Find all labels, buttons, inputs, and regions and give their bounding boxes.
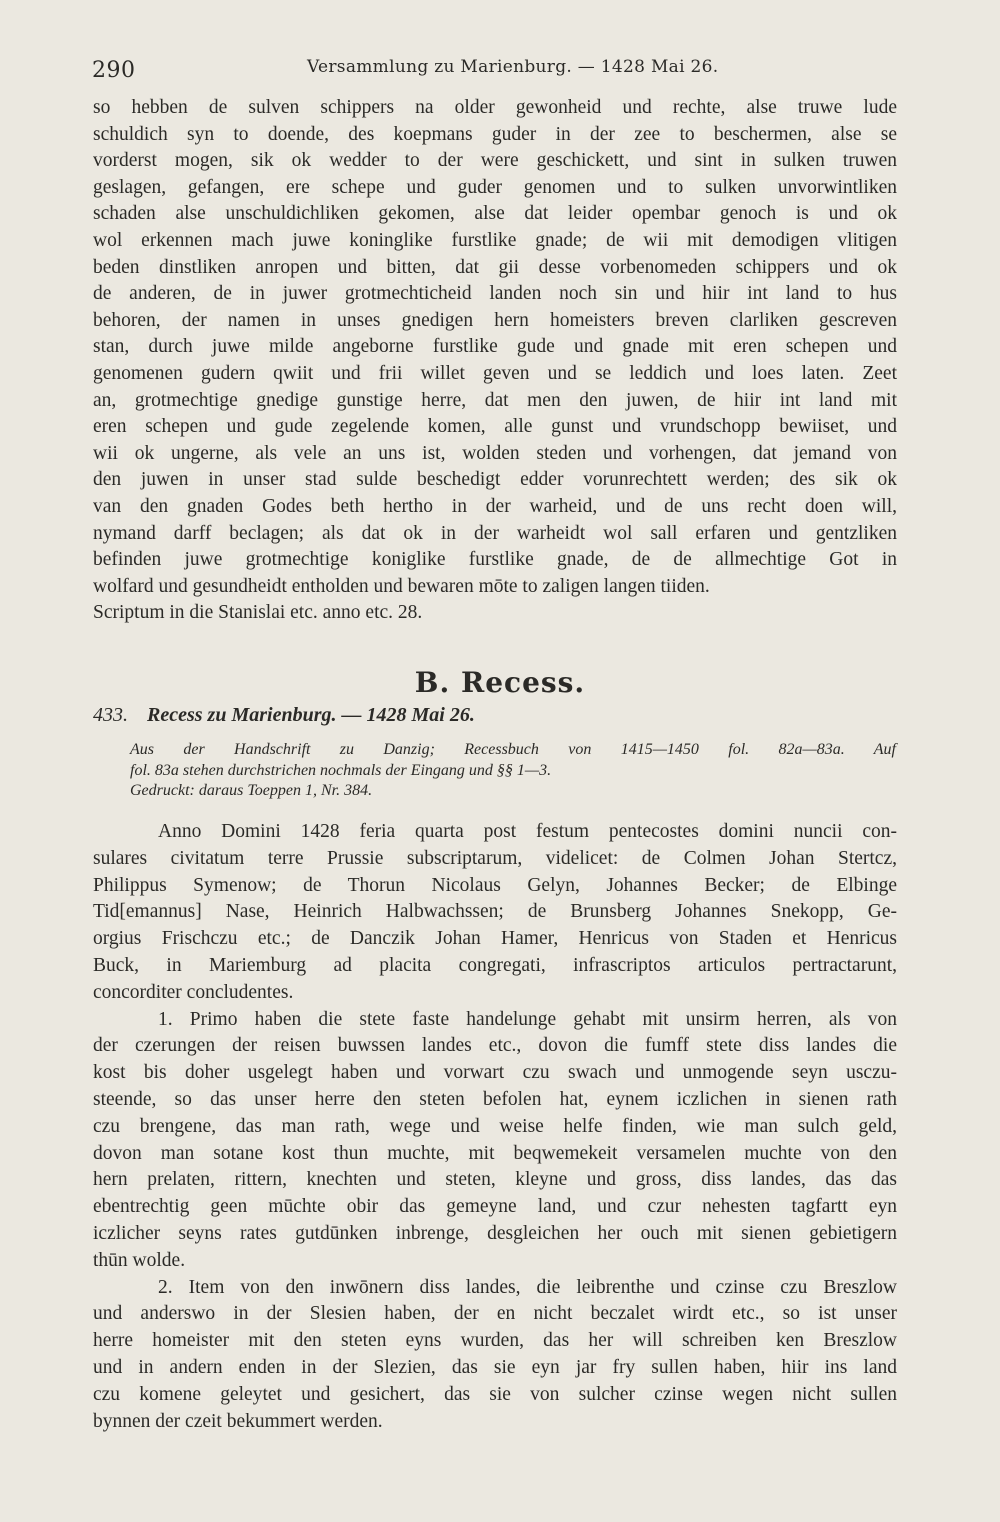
- text-line: geslagen, gefangen, ere schepe und guder genomen und to sulken unvorwintliken: [93, 176, 897, 198]
- text-line: fol. 83a stehen durchstrichen nochmals der Eingang und §§ 1—3.: [130, 761, 552, 779]
- text-line: sulares civitatum terre Prussie subscriptarum, videlicet: de Colmen Johan Stertcz,: [93, 847, 897, 869]
- text-line: behoren, der namen in unses gnedigen hern homeisters breven clarliken gescreven: [93, 309, 897, 331]
- text-line: beden dinstliken anropen und bitten, dat gii desse vorbenomeden schippers und ok: [93, 256, 897, 278]
- text-line: wolfard und gesundheidt entholden und bewaren mōte to zaligen langen tiiden.: [93, 575, 710, 597]
- text-line: steende, so das unser herre den steten befolen hat, eynem iczlichen in sienen rath: [93, 1089, 897, 1110]
- text-line: vorderst mogen, sik ok wedder to der were geschickett, und sint in sulken truwen: [93, 150, 897, 172]
- text-line: Anno Domini 1428 feria quarta post festum pentecostes domini nuncii con-: [158, 821, 897, 842]
- text-line: van den gnaden Godes beth hertho in der warheid, und de uns recht doen will,: [93, 496, 897, 517]
- text-line: eren schepen und gude zegelende komen, alle gunst und vrundschopp bewiiset, und: [93, 416, 897, 438]
- page-number: 290: [92, 58, 136, 83]
- text-line: an, grotmechtige gnedige gunstige herre, dat men den juwen, de hiir int land mit: [93, 389, 897, 411]
- text-line: Scriptum in die Stanislai etc. anno etc. 28.: [93, 602, 423, 624]
- document-title-text: Recess zu Marienburg. — 1428 Mai 26.: [147, 704, 475, 726]
- page-header: [92, 50, 900, 84]
- text-line: den juwen in unser stad sulde beschedigt edder vorunrechtett werden; des sik ok: [93, 469, 897, 491]
- text-line: ebentrechtig geen mūchte obir das gemeyne land, und czur nehesten tagfartt eyn: [93, 1196, 897, 1218]
- text-line: de anderen, de in juwer grotmechticheid landen noch sin und hiir int land to hus: [93, 283, 897, 305]
- text-line: Buck, in Mariemburg ad placita congregati, infrascriptos articulos pertractarunt,: [93, 955, 897, 976]
- running-title: Versammlung zu Marienburg. — 1428 Mai 26.: [307, 57, 719, 77]
- text-line: Tid[emannus] Nase, Heinrich Halbwachssen; de Brunsberg Johannes Snekopp, Ge-: [93, 901, 897, 923]
- text-line: schuldich syn to doende, des koepmans guder in der zee to beschermen, alse se: [93, 123, 897, 145]
- document-number: 433.: [93, 704, 128, 726]
- section-heading: B. Recess.: [414, 666, 586, 699]
- text-line: Gedruckt: daraus Toeppen 1, Nr. 384.: [130, 782, 373, 799]
- text-line: iczlicher seyns rates gutdūnken inbrenge, desgleichen her ouch mit sienen gebietigern: [93, 1223, 897, 1244]
- text-line: Philippus Symenow; de Thorun Nicolaus Gelyn, Johannes Becker; de Elbinge: [93, 874, 897, 896]
- text-line: befinden juwe grotmechtige koniglike furstlike gnade, de de allmechtige Got in: [93, 549, 897, 571]
- text-line: dovon man sotane kost thun muchte, mit beqwemekeit versamelen muchte von den: [93, 1142, 897, 1164]
- text-line: bynnen der czeit bekummert werden.: [93, 1410, 383, 1432]
- text-line: und anderswo in der Slesien haben, der en nicht beczalet wirdt etc., so ist unser: [93, 1303, 897, 1325]
- text-line: stan, durch juwe milde angeborne furstlike gude und gnade mit eren schepen und: [93, 336, 897, 358]
- text-line: czu komene geleytet und gesichert, das sie von sulcher czinse wegen nicht sullen: [93, 1383, 897, 1405]
- text-line: kost bis doher usgelegt haben und vorwart czu swach und unmogende seyn usczu-: [93, 1062, 897, 1084]
- text-line: wol erkennen mach juwe koninglike furstlike gnade; de wii mit demodigen vlitigen: [93, 230, 897, 251]
- text-line: schaden alse unschuldichliken gekomen, alse dat leider opembar genoch is und ok: [93, 203, 897, 225]
- text-line: wii ok ungerne, als vele an uns ist, wolden steden und vorhengen, dat jemand von: [93, 442, 897, 464]
- text-line: so hebben de sulven schippers na older gewonheid und rechte, alse truwe lude: [93, 97, 897, 118]
- text-line: genomenen gudern qwiit und frii willet geven und se leddich und loes laten. Zeet: [93, 363, 897, 384]
- text-line: nymand darff beclagen; als dat ok in der warheidt wol sall erfaren und gentzliken: [93, 522, 897, 544]
- text-line: herre homeister mit den steten eyns wurden, das her will schreiben ken Breszlow: [93, 1330, 897, 1352]
- text-line: 2. Item von den inwōnern diss landes, die leibrenthe und czinse czu Breszlow: [158, 1276, 897, 1298]
- text-line: 1. Primo haben die stete faste handelunge gehabt mit unsirm herren, als von: [158, 1008, 897, 1030]
- text-line: Aus der Handschrift zu Danzig; Recessbuch von 1415—1450 fol. 82a—83a. Auf: [130, 741, 896, 758]
- text-line: der czerungen der reisen buwssen landes etc., dovon die fumff stete diss landes die: [93, 1035, 897, 1057]
- text-line: orgius Frischczu etc.; de Danczik Johan Hamer, Henricus von Staden et Henricus: [93, 928, 897, 950]
- text-line: czu brengene, das man rath, wege und weise helfe finden, wie man sulch geld,: [93, 1115, 897, 1137]
- text-line: concorditer concludentes.: [93, 981, 294, 1003]
- document-title: [93, 704, 475, 727]
- text-line: hern prelaten, rittern, knechten und steten, kleyne und gross, diss landes, das das: [93, 1169, 897, 1191]
- text-line: und in andern enden in der Slezien, das sie eyn jar fry sullen haben, hiir ins land: [93, 1357, 897, 1378]
- text-line: thūn wolde.: [93, 1249, 186, 1271]
